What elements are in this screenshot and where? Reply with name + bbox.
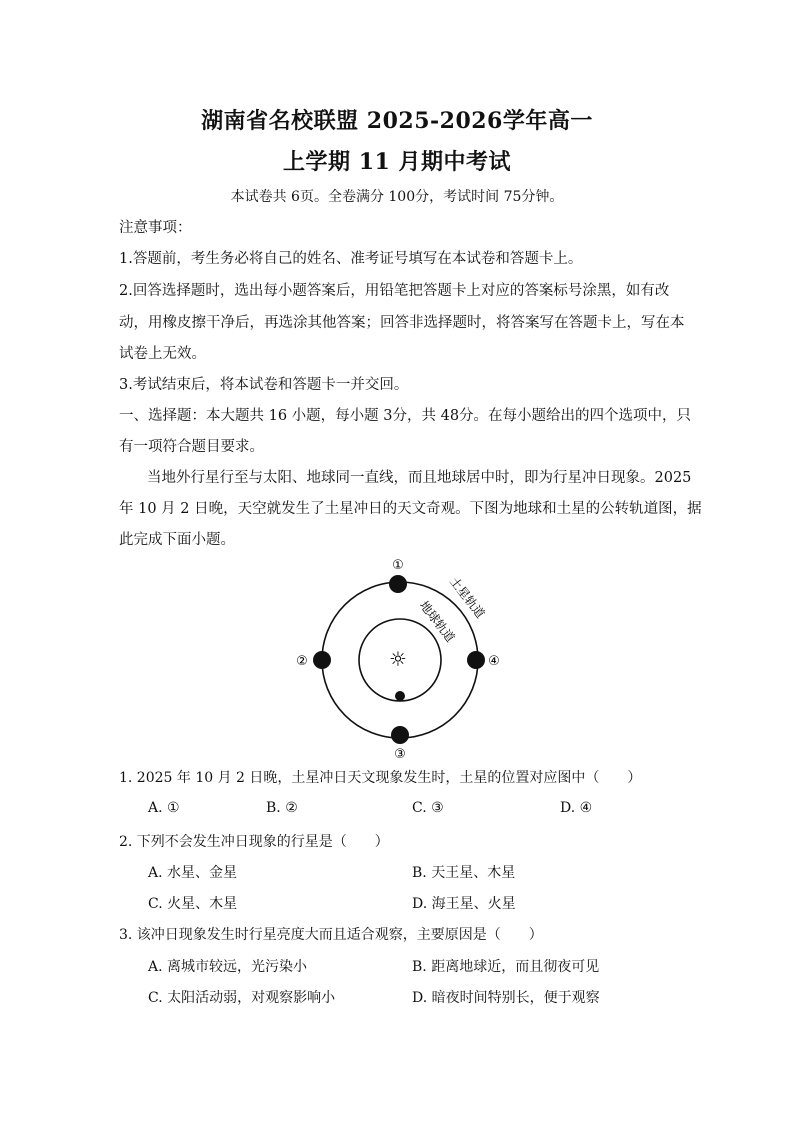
- saturn-orbit-label: 土星轨道: [446, 574, 488, 621]
- question-1-option-d: D. ④: [560, 800, 593, 816]
- passage-line3: 此完成下面小题。: [119, 532, 235, 548]
- note-item-2-line3: 试卷上无效。: [119, 346, 206, 362]
- question-1-option-b: B. ②: [266, 800, 298, 816]
- planet-position-1: [389, 575, 407, 593]
- note-item-2-line2: 动，用橡皮擦干净后，再选涂其他答案；回答非选择题时，将答案写在答题卡上，写在本: [119, 315, 685, 331]
- question-2-option-c: C. 火星、木星: [148, 896, 238, 912]
- question-2-option-d: D. 海王星、火星: [412, 896, 516, 912]
- section-heading-line2: 有一项符合题目要求。: [119, 439, 264, 455]
- marker-2: ②: [296, 654, 308, 669]
- question-2-option-a: A. 水星、金星: [148, 865, 238, 881]
- question-3-option-c: C. 太阳活动弱，对观察影响小: [148, 990, 336, 1006]
- exam-subtitle: 本试卷共 6页。全卷满分 100分，考试时间 75分钟。: [230, 189, 564, 205]
- question-1-option-c: C. ③: [412, 800, 444, 816]
- orbit-diagram: [296, 552, 506, 762]
- passage-line1: 当地外行星行至与太阳、地球同一直线，而且地球居中时，即为行星冲日现象。2025: [147, 470, 692, 486]
- earth-orbit-label: 地球轨道: [416, 598, 458, 645]
- planet-position-3: [391, 726, 409, 744]
- marker-3: ③: [394, 747, 406, 762]
- planet-position-2: [313, 651, 331, 669]
- note-item-1: 1.答题前，考生务必将自己的姓名、准考证号填写在本试卷和答题卡上。: [119, 251, 583, 267]
- note-item-2-line1: 2.回答选择题时，选出每小题答案后，用铅笔把答题卡上对应的答案标号涂黑，如有改: [119, 283, 670, 299]
- exam-title-line2: 上学期 11 月期中考试: [283, 149, 511, 175]
- sun-icon: ☼: [389, 647, 407, 671]
- marker-1: ①: [392, 558, 404, 573]
- question-3-option-b: B. 距离地球近，而且彻夜可见: [412, 959, 600, 975]
- question-3-stem: 3. 该冲日现象发生时行星亮度大而且适合观察，主要原因是（ ）: [119, 927, 543, 943]
- exam-title-line1: 湖南省名校联盟 2025-2026学年高一: [201, 108, 593, 134]
- note-item-3: 3.考试结束后，将本试卷和答题卡一并交回。: [119, 377, 409, 393]
- question-3-option-d: D. 暗夜时间特别长，便于观察: [412, 990, 600, 1006]
- question-3-option-a: A. 离城市较远，光污染小: [148, 959, 308, 975]
- section-heading-line1: 一、选择题：本大题共 16 小题，每小题 3分，共 48分。在每小题给出的四个选项中，只: [119, 408, 692, 424]
- earth-dot: [395, 691, 405, 701]
- passage-line2: 年 10 月 2 日晚，天空就发生了土星冲日的天文奇观。下图为地球和土星的公转轨道图，据: [119, 501, 702, 517]
- question-2-stem: 2. 下列不会发生冲日现象的行星是（ ）: [119, 834, 389, 850]
- question-1-option-a: A. ①: [148, 800, 180, 816]
- question-1-stem: 1. 2025 年 10 月 2 日晚，土星冲日天文现象发生时，土星的位置对应图中（ ）: [119, 770, 642, 786]
- question-2-option-b: B. 天王星、木星: [412, 865, 516, 881]
- notes-heading: 注意事项：: [119, 220, 192, 236]
- planet-position-4: [467, 651, 485, 669]
- marker-4: ④: [488, 654, 500, 669]
